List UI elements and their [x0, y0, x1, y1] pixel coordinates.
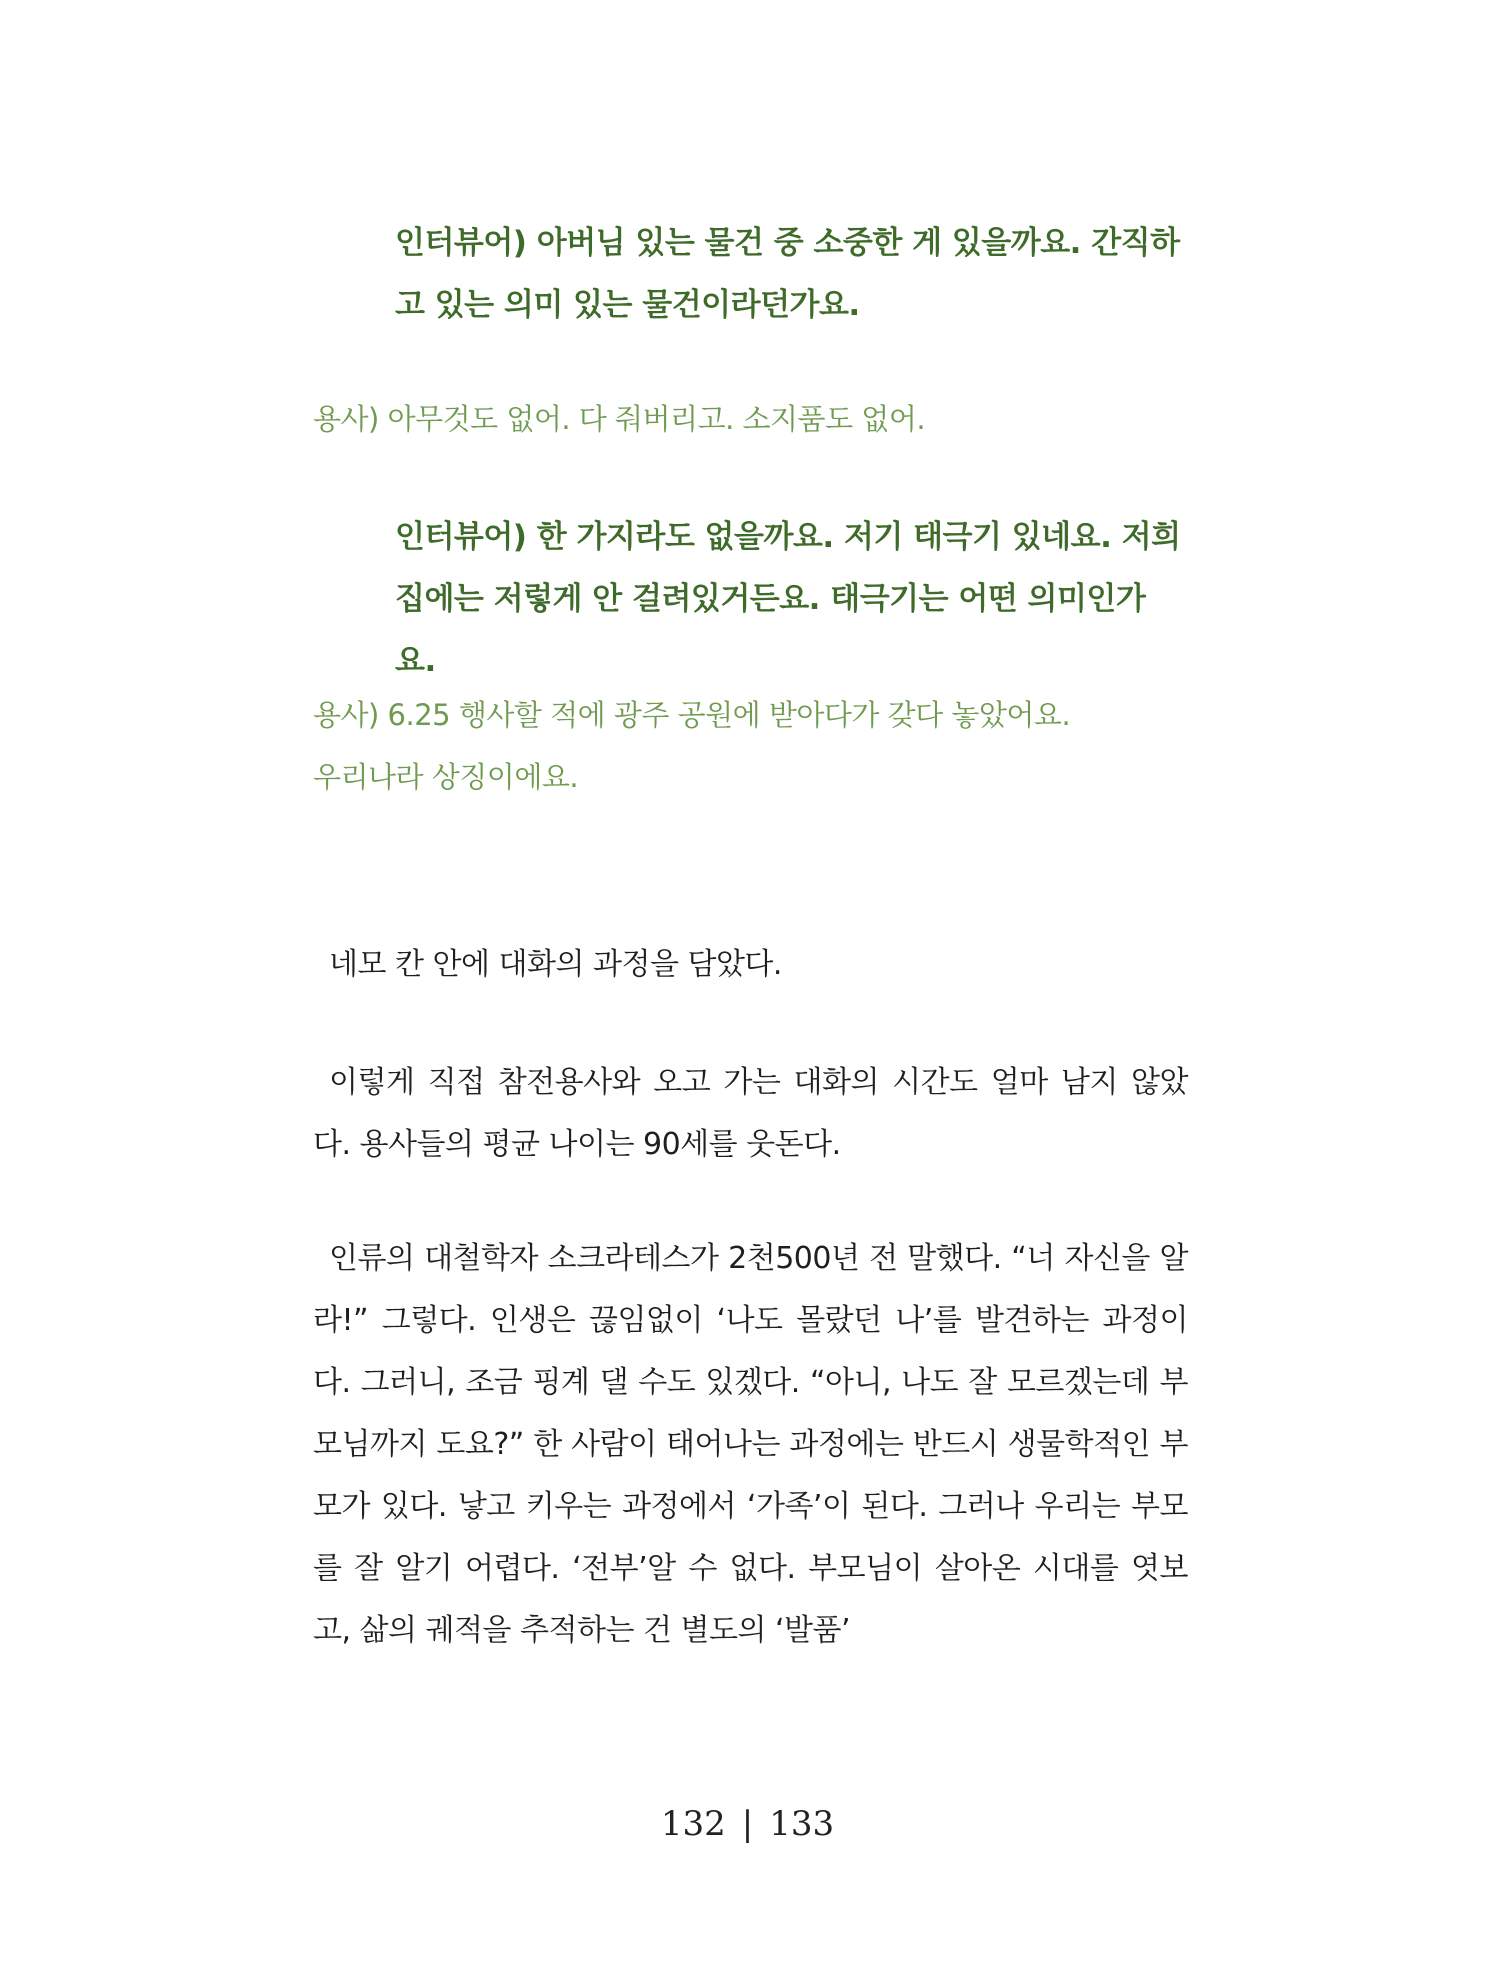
body-paragraph-3 — [313, 1228, 1188, 1662]
body-text: 네모 칸 안에 대화의 과정을 담았다. — [329, 947, 782, 982]
page-numbers — [0, 1804, 1495, 1844]
interview-question-2 — [395, 506, 1185, 692]
right-page-number: 133 — [769, 1804, 835, 1844]
page-number-separator: | — [741, 1804, 754, 1844]
veteran-answer-1 — [313, 388, 1183, 450]
left-page-number: 132 — [660, 1804, 726, 1844]
body-text: 이렇게 직접 참전용사와 오고 가는 대화의 시간도 얼마 남지 않았다. 용사들의 평균 나이는 90세를 웃돈다. — [313, 1065, 1188, 1162]
body-text: 인류의 대철학자 소크라테스가 2천500년 전 말했다. “너 자신을 알라!” 그렇다. 인생은 끊임없이 ‘나도 몰랐던 나’를 발견하는 과정이다. 그러니, 조금 핑계 댈 수도 있겠다. “아니, 나도 잘 모르겠는데 부모님까지 도요?” 한 사람이 태어나는 과정에는 반드시 생물학적인 부모가 있다. 낳고 키우는 과정에서 ‘가족’이 된다. 그러나 우리는 부모를 잘 알기 어렵다. ‘전부’알 수 없다. 부모님이 살아온 시대를 엿보고, 삶의 궤적을 추적하는 건 별도의 ‘발품’ — [313, 1241, 1188, 1648]
veteran-answer-text: 용사) 아무것도 없어. 다 줘버리고. 소지품도 없어. — [313, 402, 926, 436]
interview-question-1 — [395, 212, 1185, 336]
interviewer-question-text: 인터뷰어) 아버님 있는 물건 중 소중한 게 있을까요. 간직하고 있는 의미 있는 물건이라던가요. — [395, 225, 1180, 323]
body-paragraph-1 — [313, 934, 1188, 996]
veteran-answer-line-1: 용사) 6.25 행사할 적에 광주 공원에 받아다가 갖다 놓았어요. — [313, 698, 1071, 732]
body-paragraph-2 — [313, 1052, 1188, 1176]
veteran-answer-2 — [313, 684, 1183, 808]
veteran-answer-line-2: 우리나라 상징이에요. — [313, 760, 579, 794]
interviewer-question-text: 인터뷰어) 한 가지라도 없을까요. 저기 태극기 있네요. 저희 집에는 저렇게 안 걸려있거든요. 태극기는 어떤 의미인가요. — [395, 519, 1181, 679]
